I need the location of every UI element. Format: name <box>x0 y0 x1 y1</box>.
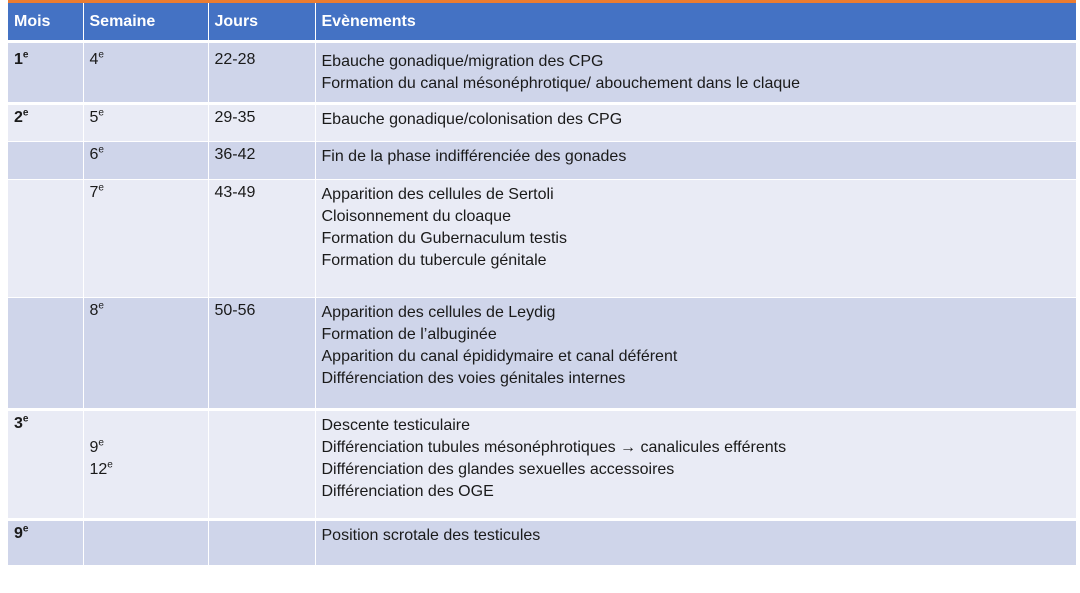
cell-semaine <box>83 410 208 520</box>
cell-mois: 1e <box>8 42 83 104</box>
semaine-line: 9e <box>89 437 104 456</box>
event-line: Descente testiculaire <box>321 417 471 434</box>
event-line: Formation du Gubernaculum testis <box>321 230 567 247</box>
header-mois: Mois <box>8 3 83 42</box>
cell-semaine: 5e <box>83 104 208 142</box>
event-line: Apparition des cellules de Sertoli <box>321 186 554 203</box>
cell-jours <box>208 520 315 566</box>
table-row <box>8 298 1076 410</box>
cell-evenements <box>315 180 1076 298</box>
cell-semaine: 8e <box>83 298 208 410</box>
embryology-timeline-table <box>8 3 1077 566</box>
event-line: Ebauche gonadique/migration des CPG <box>321 53 604 70</box>
table-row <box>8 42 1076 104</box>
cell-jours: 22-28 <box>208 42 315 104</box>
event-line: Formation du tubercule génitale <box>321 252 547 269</box>
event-line: Différenciation des OGE <box>321 483 494 500</box>
event-line: Position scrotale des testicules <box>321 527 541 544</box>
header-jours: Jours <box>208 3 315 42</box>
cell-jours: 29-35 <box>208 104 315 142</box>
table-row <box>8 142 1076 180</box>
cell-jours: 36-42 <box>208 142 315 180</box>
event-line: Ebauche gonadique/colonisation des CPG <box>321 111 623 128</box>
cell-mois: 9e <box>8 520 83 566</box>
cell-semaine: 7e <box>83 180 208 298</box>
cell-evenements <box>315 298 1076 410</box>
event-line: Apparition des cellules de Leydig <box>321 304 556 321</box>
spacer-line <box>90 415 208 437</box>
cell-jours <box>208 410 315 520</box>
cell-semaine: 6e <box>83 142 208 180</box>
cell-jours: 50-56 <box>208 298 315 410</box>
event-line: Formation du canal mésonéphrotique/ abouchement dans le claque <box>321 75 801 92</box>
cell-semaine <box>83 520 208 566</box>
header-row <box>8 3 1076 42</box>
header-evenements: Evènements <box>315 3 1076 42</box>
cell-mois <box>8 298 83 410</box>
event-line: Différenciation des voies génitales internes <box>321 370 626 387</box>
cell-jours: 43-49 <box>208 180 315 298</box>
table-row <box>8 410 1076 520</box>
cell-mois: 3e <box>8 410 83 520</box>
cell-evenements <box>315 142 1076 180</box>
event-line: Cloisonnement du cloaque <box>321 208 511 225</box>
semaine-line: 12e <box>89 459 113 478</box>
cell-evenements <box>315 42 1076 104</box>
event-line: Formation de l’albuginée <box>321 326 497 343</box>
table-row <box>8 180 1076 298</box>
table-row <box>8 520 1076 566</box>
event-line: Fin de la phase indifférenciée des gonades <box>321 148 627 165</box>
cell-mois: 2e <box>8 104 83 142</box>
cell-evenements <box>315 410 1076 520</box>
event-line: Apparition du canal épididymaire et canal déférent <box>321 348 678 365</box>
header-semaine: Semaine <box>83 3 208 42</box>
cell-evenements <box>315 520 1076 566</box>
table-row <box>8 104 1076 142</box>
event-line: Différenciation des glandes sexuelles accessoires <box>321 461 675 478</box>
cell-mois <box>8 180 83 298</box>
event-line: Différenciation tubules mésonéphrotiques → canalicules efférents <box>321 439 787 456</box>
cell-mois <box>8 142 83 180</box>
cell-evenements <box>315 104 1076 142</box>
cell-semaine: 4e <box>83 42 208 104</box>
